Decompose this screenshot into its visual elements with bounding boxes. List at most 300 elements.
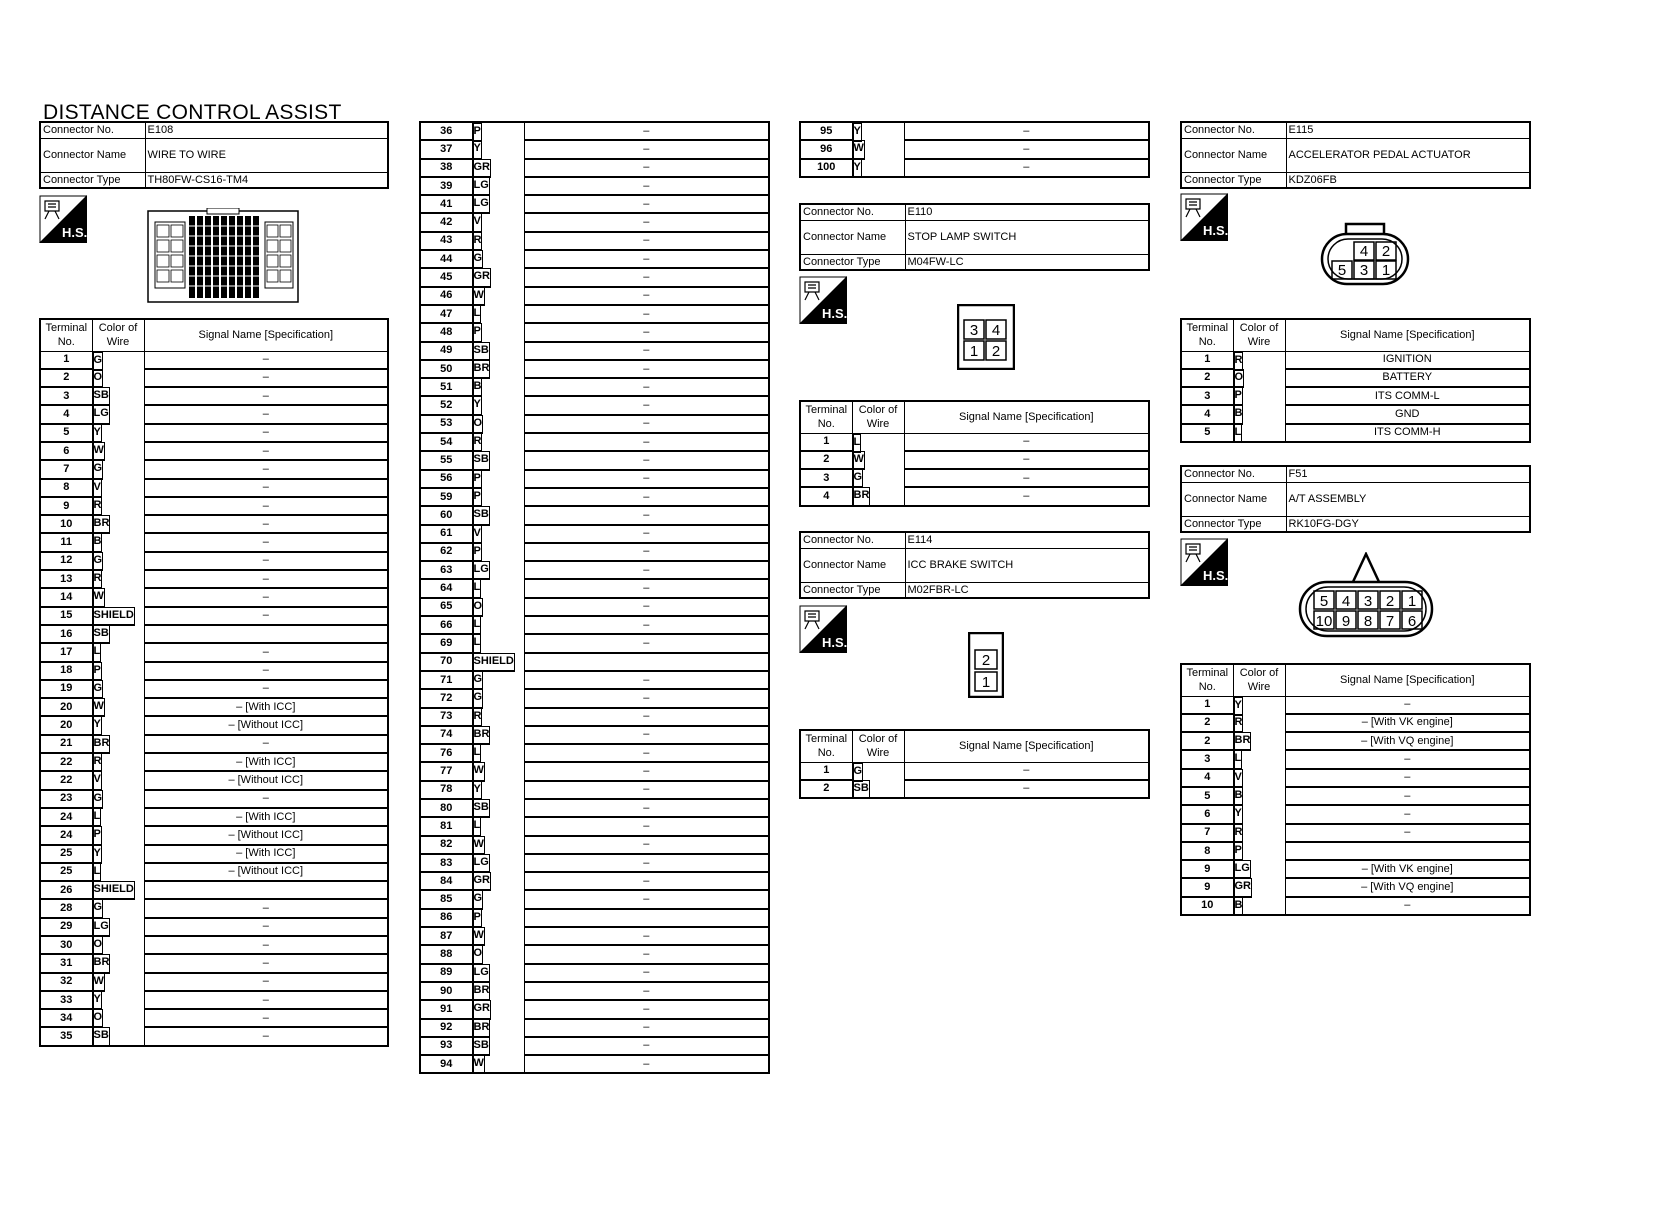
wire-color-cell: O <box>473 598 484 617</box>
table-row <box>40 533 388 551</box>
pin-label: 1 <box>1407 593 1417 610</box>
signal-name-cell: – <box>524 177 769 195</box>
table-row <box>40 588 388 606</box>
e114-pin-rows <box>800 762 1149 798</box>
connector-name-label: Connector Name <box>800 548 905 582</box>
wire-color-cell: Y <box>1234 697 1243 716</box>
terminal-no-cell: 69 <box>420 634 472 652</box>
table-row <box>420 506 769 524</box>
terminal-no-cell: 33 <box>40 991 92 1009</box>
f51-connector-diagram <box>1298 552 1434 638</box>
terminal-no-cell: 1 <box>800 433 852 451</box>
e115-pin-table <box>1180 318 1531 443</box>
wire-color-cell: R <box>93 570 103 589</box>
signal-name-cell: – <box>524 470 769 488</box>
signal-name-cell: – [With VQ engine] <box>1285 878 1530 896</box>
pin-label: 8 <box>1363 613 1373 630</box>
wire-color-cell: G <box>93 680 104 699</box>
harness-side-icon <box>1180 193 1228 241</box>
table-row <box>40 735 388 753</box>
terminal-no-cell: 1 <box>1181 351 1233 369</box>
wire-color-cell: V <box>473 213 482 232</box>
signal-name-cell: – <box>1285 824 1530 842</box>
connector-type-label: Connector Type <box>800 582 905 598</box>
terminal-no-cell: 7 <box>40 460 92 478</box>
terminal-no-cell: 37 <box>420 140 472 158</box>
connector-name-label: Connector Name <box>1181 482 1286 516</box>
terminal-no-cell: 63 <box>420 561 472 579</box>
wire-color-cell: G <box>473 890 484 909</box>
terminal-no-cell: 30 <box>40 936 92 954</box>
wire-color-cell: Y <box>473 396 482 415</box>
wire-color-cell: P <box>93 662 102 681</box>
table-row <box>420 305 769 323</box>
wire-color-cell: Y <box>93 991 102 1010</box>
signal-name-cell: – <box>1285 750 1530 768</box>
signal-name-cell <box>1285 842 1530 860</box>
e114-pin-table <box>799 729 1150 799</box>
table-row <box>420 598 769 616</box>
wire-color-cell: Y <box>853 123 862 142</box>
table-row <box>420 616 769 634</box>
e115-info-table <box>1180 121 1531 189</box>
signal-name-cell: – <box>524 378 769 396</box>
terminal-no-cell: 9 <box>1181 860 1233 878</box>
wire-color-cell: G <box>93 552 104 571</box>
terminal-no-cell: 72 <box>420 689 472 707</box>
table-row <box>420 689 769 707</box>
signal-name-cell: – <box>524 726 769 744</box>
table-row <box>420 543 769 561</box>
table-row <box>1181 805 1530 823</box>
wire-color-cell: P <box>473 470 482 489</box>
terminal-no-cell: 1 <box>800 762 852 780</box>
connector-name-label: Connector Name <box>40 138 145 172</box>
terminal-no-cell: 94 <box>420 1055 472 1073</box>
table-row <box>40 845 388 863</box>
wire-color-cell: G <box>853 469 864 488</box>
table-row <box>40 790 388 808</box>
wire-color-cell: O <box>473 945 484 964</box>
terminal-no-cell: 22 <box>40 771 92 789</box>
wire-color-cell: SB <box>473 451 490 470</box>
terminal-no-cell: 54 <box>420 433 472 451</box>
signal-name-cell: – <box>524 579 769 597</box>
table-row <box>420 762 769 780</box>
table-row <box>1181 405 1530 423</box>
signal-name-cell: – <box>144 1009 388 1027</box>
signal-name-cell: – <box>904 433 1149 451</box>
wire-color-cell: P <box>1234 387 1243 406</box>
table-row <box>1181 750 1530 768</box>
signal-name-cell: – <box>904 140 1149 158</box>
table-row <box>420 634 769 652</box>
terminal-no-cell: 5 <box>40 424 92 442</box>
table-row <box>1181 424 1530 442</box>
signal-name-cell: – <box>144 607 388 625</box>
signal-name-cell: – <box>524 342 769 360</box>
wire-color-cell: G <box>473 671 484 690</box>
pin-label: 6 <box>1407 613 1417 630</box>
wire-color-cell: L <box>473 616 482 635</box>
signal-name-cell: – <box>524 415 769 433</box>
wire-color-cell: O <box>1234 369 1245 388</box>
table-row <box>800 487 1149 505</box>
table-row <box>420 836 769 854</box>
signal-name-cell: – <box>904 122 1149 140</box>
table-row <box>40 1009 388 1027</box>
hs-label: H.S. <box>1203 568 1228 583</box>
wire-color-cell: SHIELD <box>93 607 135 626</box>
table-row <box>420 781 769 799</box>
terminal-no-header: Terminal No. <box>40 319 92 351</box>
wire-color-cell: LG <box>1234 860 1251 879</box>
terminal-no-cell: 44 <box>420 250 472 268</box>
wire-color-cell: W <box>93 442 105 461</box>
connector-name-value: ICC BRAKE SWITCH <box>905 548 1149 582</box>
wire-color-cell: Y <box>473 781 482 800</box>
signal-name-cell: – <box>144 735 388 753</box>
table-row <box>420 708 769 726</box>
connector-name-value: STOP LAMP SWITCH <box>905 220 1149 254</box>
table-row <box>420 909 769 927</box>
table-row <box>420 964 769 982</box>
terminal-no-cell: 86 <box>420 909 472 927</box>
table-row <box>40 826 388 844</box>
signal-name-cell: – <box>524 250 769 268</box>
wire-color-cell: P <box>473 909 482 928</box>
connector-no-label: Connector No. <box>800 204 905 220</box>
wire-color-cell: W <box>473 287 485 306</box>
wire-color-cell: G <box>853 763 864 782</box>
connector-type-value: TH80FW-CS16-TM4 <box>145 172 388 188</box>
signal-name-cell: – <box>144 552 388 570</box>
color-of-wire-header: Color of Wire <box>852 401 904 433</box>
wire-color-cell: R <box>473 232 483 251</box>
wire-color-cell: GR <box>473 268 492 287</box>
table-row <box>40 497 388 515</box>
signal-name-cell: – [Without ICC] <box>144 863 388 881</box>
wire-color-cell: G <box>93 899 104 918</box>
wire-color-cell: BR <box>473 726 491 745</box>
terminal-no-cell: 48 <box>420 323 472 341</box>
wire-color-cell: L <box>1234 424 1243 443</box>
terminal-no-cell: 2 <box>800 451 852 469</box>
terminal-no-cell: 3 <box>1181 750 1233 768</box>
terminal-no-cell: 88 <box>420 945 472 963</box>
wire-color-cell: L <box>473 305 482 324</box>
terminal-no-cell: 39 <box>420 177 472 195</box>
wire-color-cell: O <box>93 1009 104 1028</box>
connector-name-label: Connector Name <box>1181 138 1286 172</box>
table-row <box>420 470 769 488</box>
connector-no-value: E108 <box>145 122 388 138</box>
wire-color-cell: P <box>473 123 482 142</box>
wire-color-cell: B <box>93 533 103 552</box>
terminal-no-cell: 89 <box>420 964 472 982</box>
signal-name-cell: – <box>144 533 388 551</box>
signal-name-cell: – <box>524 268 769 286</box>
table-row <box>1181 824 1530 842</box>
table-row <box>420 378 769 396</box>
terminal-no-cell: 23 <box>40 790 92 808</box>
connector-name-label: Connector Name <box>800 220 905 254</box>
wire-color-cell: LG <box>93 405 110 424</box>
signal-name-cell: – <box>144 351 388 369</box>
e115-connector-diagram <box>1320 222 1410 288</box>
signal-name-cell: – [With VK engine] <box>1285 860 1530 878</box>
wire-color-cell: GR <box>473 1000 492 1019</box>
terminal-no-cell: 1 <box>40 351 92 369</box>
wire-color-cell: W <box>473 1055 485 1074</box>
table-row <box>420 396 769 414</box>
terminal-no-cell: 92 <box>420 1019 472 1037</box>
table-row <box>800 433 1149 451</box>
table-row <box>420 579 769 597</box>
wire-color-cell: B <box>1234 897 1244 916</box>
wire-color-cell: Y <box>93 424 102 443</box>
f51-section <box>1180 465 1531 533</box>
connector-no-value: F51 <box>1286 466 1530 482</box>
wire-color-cell: W <box>473 836 485 855</box>
table-row <box>420 140 769 158</box>
terminal-no-cell: 42 <box>420 213 472 231</box>
wire-color-cell: BR <box>93 735 111 754</box>
table-row <box>1181 387 1530 405</box>
hs-label: H.S. <box>1203 223 1228 238</box>
terminal-no-cell: 87 <box>420 927 472 945</box>
terminal-no-cell: 5 <box>1181 787 1233 805</box>
wire-color-cell: B <box>473 378 483 397</box>
signal-name-cell: – <box>144 405 388 423</box>
connector-type-value: RK10FG-DGY <box>1286 516 1530 532</box>
pin-label: 7 <box>1385 613 1395 630</box>
terminal-no-cell: 1 <box>1181 696 1233 714</box>
harness-side-icon <box>799 605 847 653</box>
table-row <box>800 140 1149 158</box>
signal-name-cell: – <box>144 588 388 606</box>
connector-type-value: M04FW-LC <box>905 254 1149 270</box>
signal-name-cell: – <box>1285 805 1530 823</box>
wire-color-cell: Y <box>93 716 102 735</box>
table-row <box>420 268 769 286</box>
wire-color-cell: GR <box>1234 878 1253 897</box>
terminal-no-cell: 76 <box>420 744 472 762</box>
terminal-no-cell: 21 <box>40 735 92 753</box>
terminal-no-cell: 6 <box>40 442 92 460</box>
table-row <box>420 195 769 213</box>
terminal-no-cell: 22 <box>40 753 92 771</box>
connector-type-value: KDZ06FB <box>1286 172 1530 188</box>
table-row <box>420 1019 769 1037</box>
e108-pin-table-b <box>419 121 770 1074</box>
signal-name-cell: – <box>144 680 388 698</box>
signal-name-cell: – <box>524 744 769 762</box>
signal-name-cell: – [With VQ engine] <box>1285 732 1530 750</box>
e110-section <box>799 203 1150 271</box>
e108-connector-diagram <box>147 208 299 304</box>
signal-name-cell: IGNITION <box>1285 351 1530 369</box>
terminal-no-cell: 38 <box>420 159 472 177</box>
signal-name-cell: – <box>1285 769 1530 787</box>
terminal-no-cell: 78 <box>420 781 472 799</box>
terminal-no-cell: 2 <box>40 369 92 387</box>
pin-label: 4 <box>1359 243 1369 260</box>
signal-name-cell: – <box>144 918 388 936</box>
signal-name-header: Signal Name [Specification] <box>144 319 388 351</box>
wire-color-cell: L <box>93 863 102 882</box>
signal-name-cell: – <box>524 433 769 451</box>
signal-name-cell: – <box>904 487 1149 505</box>
terminal-no-cell: 85 <box>420 890 472 908</box>
signal-name-cell: – <box>524 323 769 341</box>
table-row <box>1181 696 1530 714</box>
wire-color-cell: GR <box>473 159 492 178</box>
table-row <box>420 287 769 305</box>
e108-pin-table-c-wrap <box>799 121 1150 178</box>
wire-color-cell: SHIELD <box>473 653 515 672</box>
terminal-no-cell: 4 <box>1181 769 1233 787</box>
table-row <box>40 680 388 698</box>
terminal-no-cell: 10 <box>1181 897 1233 915</box>
signal-name-cell: – [With ICC] <box>144 845 388 863</box>
table-row <box>420 250 769 268</box>
table-row <box>1181 732 1530 750</box>
wire-color-cell: W <box>93 973 105 992</box>
table-row <box>420 451 769 469</box>
signal-name-cell: – <box>524 781 769 799</box>
wire-color-cell: R <box>1234 352 1244 371</box>
wire-color-cell: SB <box>473 506 490 525</box>
table-row <box>420 159 769 177</box>
e108-pin-table-c <box>799 121 1150 178</box>
table-row <box>40 479 388 497</box>
terminal-no-cell: 91 <box>420 1000 472 1018</box>
table-row <box>420 982 769 1000</box>
table-row <box>420 1000 769 1018</box>
signal-name-cell: ITS COMM-L <box>1285 387 1530 405</box>
table-row <box>40 442 388 460</box>
signal-name-cell: – [With ICC] <box>144 808 388 826</box>
terminal-no-cell: 20 <box>40 698 92 716</box>
table-row <box>1181 351 1530 369</box>
table-row <box>40 351 388 369</box>
signal-name-cell: – <box>524 451 769 469</box>
wire-color-cell: G <box>93 790 104 809</box>
wire-color-cell: SB <box>473 1037 490 1056</box>
wire-color-cell: SB <box>93 387 110 406</box>
table-row <box>420 653 769 671</box>
connector-name-value: ACCELERATOR PEDAL ACTUATOR <box>1286 138 1530 172</box>
e110-info-table <box>799 203 1150 271</box>
harness-side-icon <box>39 195 87 243</box>
terminal-no-cell: 24 <box>40 826 92 844</box>
signal-name-cell: – <box>524 927 769 945</box>
table-row <box>40 991 388 1009</box>
terminal-no-cell: 65 <box>420 598 472 616</box>
signal-name-cell: – <box>904 780 1149 798</box>
signal-name-cell: – <box>144 790 388 808</box>
signal-name-cell: – <box>144 662 388 680</box>
color-of-wire-header: Color of Wire <box>92 319 144 351</box>
signal-name-cell: – <box>904 159 1149 177</box>
signal-name-cell: – <box>524 396 769 414</box>
table-row <box>40 1027 388 1045</box>
terminal-no-cell: 25 <box>40 845 92 863</box>
signal-name-cell: – <box>144 899 388 917</box>
table-row <box>420 744 769 762</box>
signal-name-cell: – <box>524 561 769 579</box>
terminal-no-cell: 14 <box>40 588 92 606</box>
hs-label: H.S. <box>822 306 847 321</box>
signal-name-cell: – <box>524 671 769 689</box>
terminal-no-cell: 9 <box>1181 878 1233 896</box>
wire-color-cell: SHIELD <box>93 881 135 900</box>
table-row <box>40 552 388 570</box>
table-row <box>40 716 388 734</box>
wire-color-cell: L <box>473 744 482 763</box>
wire-color-cell: Y <box>1234 805 1243 824</box>
pin-label: 9 <box>1341 613 1351 630</box>
terminal-no-header: Terminal No. <box>800 401 852 433</box>
table-row <box>420 488 769 506</box>
table-row <box>420 726 769 744</box>
table-row <box>420 213 769 231</box>
color-of-wire-header: Color of Wire <box>1233 319 1285 351</box>
e110-pin-table-wrap <box>799 400 1150 507</box>
terminal-no-cell: 46 <box>420 287 472 305</box>
terminal-no-cell: 26 <box>40 881 92 899</box>
table-row <box>40 936 388 954</box>
wire-color-cell: L <box>473 817 482 836</box>
signal-name-cell: – <box>1285 897 1530 915</box>
wire-color-cell: SB <box>853 780 870 799</box>
e108-pin-table-b-wrap <box>419 121 770 1074</box>
wire-color-cell: O <box>93 369 104 388</box>
signal-name-cell: – <box>524 982 769 1000</box>
color-of-wire-header: Color of Wire <box>1233 664 1285 696</box>
connector-type-label: Connector Type <box>800 254 905 270</box>
wire-color-cell: L <box>1234 750 1243 769</box>
signal-name-cell: – <box>524 213 769 231</box>
e114-section <box>799 531 1150 599</box>
wire-color-cell: V <box>93 771 102 790</box>
wire-color-cell: B <box>1234 787 1244 806</box>
connector-type-label: Connector Type <box>40 172 145 188</box>
signal-name-cell: – <box>524 1000 769 1018</box>
signal-name-cell: – <box>524 159 769 177</box>
table-row <box>420 1055 769 1073</box>
wire-color-cell: W <box>473 927 485 946</box>
table-row <box>800 780 1149 798</box>
signal-name-cell: – <box>144 515 388 533</box>
table-row <box>40 662 388 680</box>
wire-color-cell: W <box>93 588 105 607</box>
wire-color-cell: V <box>473 525 482 544</box>
terminal-no-cell: 93 <box>420 1037 472 1055</box>
table-row <box>800 762 1149 780</box>
wire-color-cell: L <box>473 579 482 598</box>
table-row <box>420 433 769 451</box>
wire-color-cell: SB <box>93 625 110 644</box>
terminal-no-cell: 96 <box>800 140 852 158</box>
signal-name-cell: – <box>524 890 769 908</box>
connector-no-label: Connector No. <box>1181 466 1286 482</box>
table-row <box>40 625 388 643</box>
wire-color-cell: W <box>93 698 105 717</box>
signal-name-cell: – <box>524 1037 769 1055</box>
signal-name-cell: – <box>524 945 769 963</box>
